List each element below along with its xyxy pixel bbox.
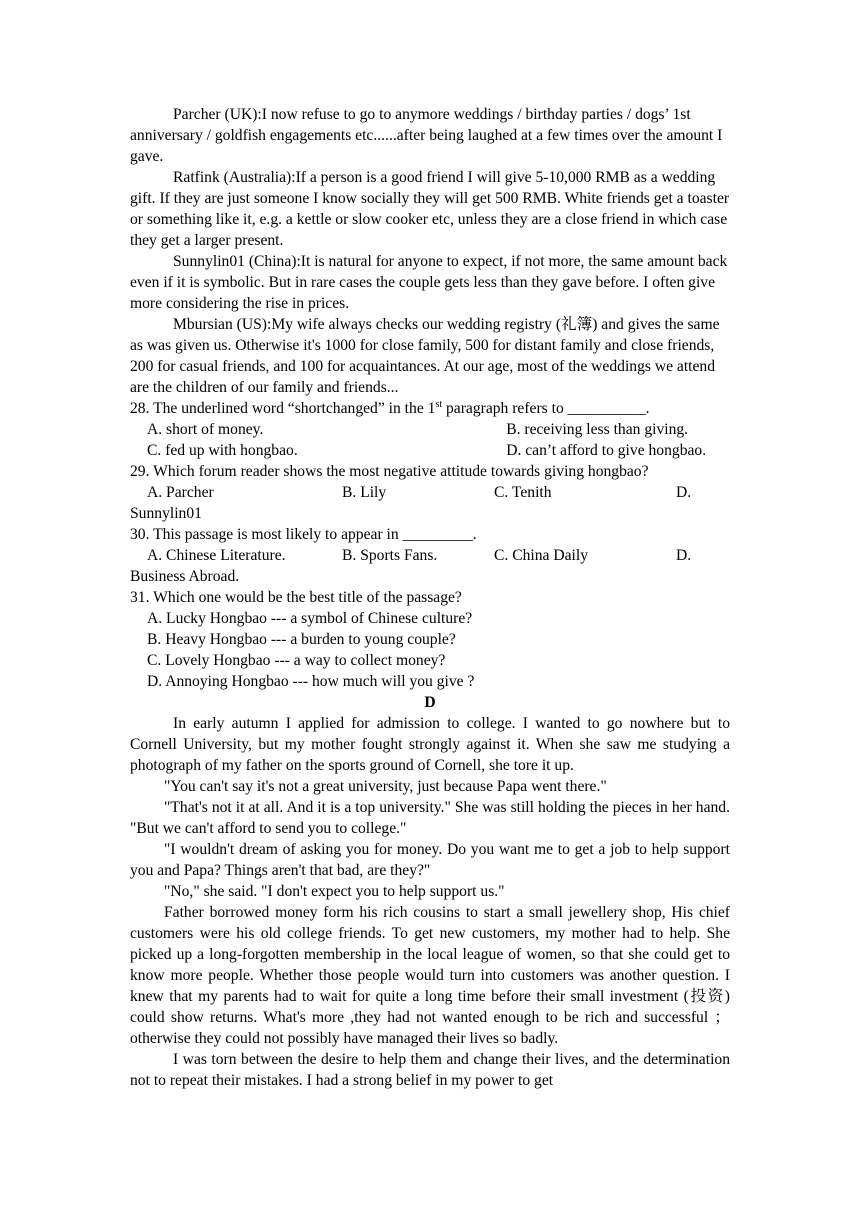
forum-post-sunnylin01 [130, 251, 730, 314]
forum-text: I now refuse to go to anymore weddings / birthday parties / dogs’ 1st anniversary / goldfish engagements etc......after being laughed at a few times over the amount I gave. [130, 106, 723, 165]
q30-option-c: C. China Daily [494, 547, 588, 564]
document-page [130, 104, 730, 1091]
q29-option-d: D. [676, 484, 692, 501]
question-28-stem [130, 398, 730, 419]
q31-option-c: C. Lovely Hongbao --- a way to collect money? [147, 652, 446, 669]
q29-option-a: A. Parcher [147, 484, 214, 501]
q30-option-d: D. [676, 547, 692, 564]
q28-option-b: B. receiving less than giving. [506, 421, 689, 438]
q28-option-d: D. can’t afford to give hongbao. [506, 442, 707, 459]
question-29-options [130, 482, 730, 503]
passage-d-paragraph: Father borrowed money form his rich cousins to start a small jewellery shop, His chief customers were his old college friends. To get new customers, my mother had to help. She picked up a long-forgotten membership in the local league of women, so that she could get to know more people. Whether those people would turn into customers was another question. I knew that my parents had to wait for quite a long time before their small investment (投资) could show returns. What's more ,they had not wanted enough to be rich and successful ；otherwise they could not possibly have managed their lives so badly. [130, 904, 730, 1047]
question-30-options [130, 545, 730, 566]
forum-text: My wife always checks our wedding registry (礼簿) and gives the same as was given us. Otherwise it's 1000 for close family, 500 for distant family and close friends, 200 for casual friends, and 100 for acquaintances. At our age, most of the weddings we attend are the children of our family and friends... [130, 316, 720, 396]
q28-stem-part: 28. The underlined word “shortchanged” in the 1 [130, 400, 436, 417]
q29-option-b: B. Lily [342, 484, 387, 501]
q28-option-c: C. fed up with hongbao. [147, 442, 298, 459]
q30-option-a: A. Chinese Literature. [147, 547, 286, 564]
q28-option-a: A. short of money. [147, 421, 264, 438]
forum-post-ratfink [130, 167, 730, 251]
forum-text: If a person is a good friend I will give 5-10,000 RMB as a wedding gift. If they are just someone I know socially they will get 500 RMB. White friends get a toaster or something like it, e.g. a kettle or slow cooker etc, unless they are a close friend in which case they get a larger present. [130, 169, 730, 249]
passage-d-paragraph: "No," she said. "I don't expect you to help support us." [164, 883, 505, 900]
q29-option-d-wrap: Sunnylin01 [130, 505, 202, 522]
question-29-stem: 29. Which forum reader shows the most negative attitude towards giving hongbao? [130, 463, 649, 480]
passage-d-paragraph: "That's not it at all. And it is a top university." She was still holding the pieces in her hand. "But we can't afford to send you to college." [130, 799, 730, 837]
q31-option-a: A. Lucky Hongbao --- a symbol of Chinese culture? [147, 610, 473, 627]
q31-option-b: B. Heavy Hongbao --- a burden to young couple? [147, 631, 456, 648]
q31-option-d: D. Annoying Hongbao --- how much will you give ? [147, 673, 475, 690]
passage-d-paragraph: "You can't say it's not a great university, just because Papa went there." [164, 778, 607, 795]
question-30-stem: 30. This passage is most likely to appear in _________. [130, 526, 477, 543]
forum-text: It is natural for anyone to expect, if not more, the same amount back even if it is symbolic. But in rare cases the couple gets less than they gave before. I often give more considering the rise in prices. [130, 253, 728, 312]
question-28-options-row2 [130, 440, 730, 461]
q28-stem-part: paragraph refers to __________. [442, 400, 650, 417]
passage-d-paragraph: "I wouldn't dream of asking you for money. Do you want me to get a job to help support you and Papa? Things aren't that bad, are they?" [130, 841, 730, 879]
passage-d-paragraph: I was torn between the desire to help them and change their lives, and the determination not to repeat their mistakes. I had a strong belief in my power to get [130, 1051, 730, 1089]
section-heading-d: D [424, 694, 436, 711]
forum-speaker: Mbursian (US): [173, 316, 272, 333]
q29-option-c: C. Tenith [494, 484, 552, 501]
forum-post-parcher [130, 104, 730, 167]
q30-option-b: B. Sports Fans. [342, 547, 438, 564]
q28-superscript: st [435, 398, 443, 410]
passage-d-paragraph: In early autumn I applied for admission to college. I wanted to go nowhere but to Cornell University, but my mother fought strongly against it. When she saw me studying a photograph of my father on the sports ground of Cornell, she tore it up. [130, 715, 730, 774]
q30-option-d-wrap: Business Abroad. [130, 568, 240, 585]
forum-speaker: Ratfink (Australia): [173, 169, 296, 186]
forum-post-mbursian [130, 314, 730, 398]
question-31-stem: 31. Which one would be the best title of the passage? [130, 589, 462, 606]
forum-speaker: Parcher (UK): [173, 106, 262, 123]
forum-speaker: Sunnylin01 (China): [173, 253, 301, 270]
question-28-options-row1 [130, 419, 730, 440]
